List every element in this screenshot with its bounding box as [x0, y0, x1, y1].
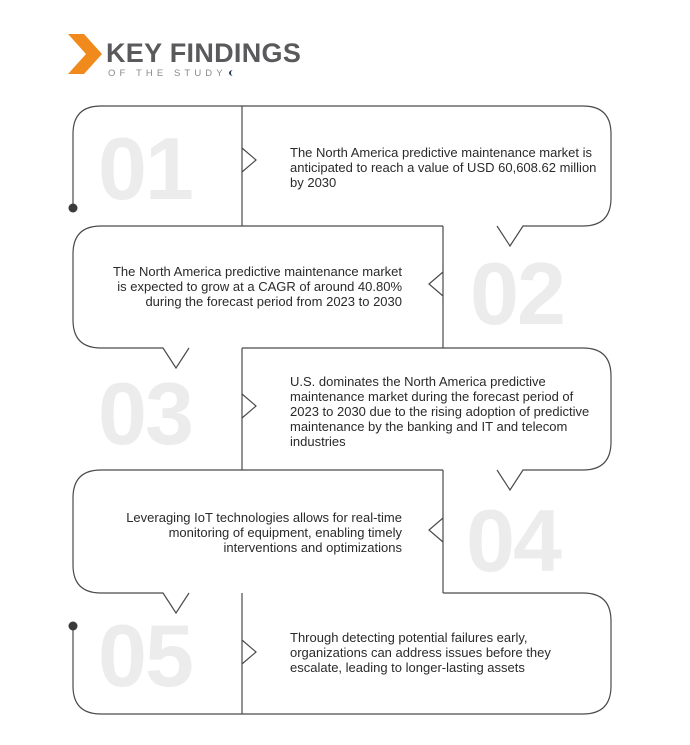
finding-number: 05: [98, 606, 192, 705]
finding-text: U.S. dominates the North America predictive maintenance market during the forecast period of 2023 to 2030 due to the rising adoption of predictive maintenance by the banking and IT and telecom industries: [290, 374, 590, 449]
finding-text: The North America predictive maintenance market is expected to grow at a CAGR of around 40.80% during the forecast period from 2023 to 2030: [112, 264, 402, 309]
finding-text: The North America predictive maintenance market is anticipated to reach a value of USD 60,608.62 million by 2030: [290, 145, 597, 190]
page-title: KEY FINDINGS: [106, 38, 302, 68]
finding-text: Leveraging IoT technologies allows for real-time monitoring of equipment, enabling timely interventions and optimizations: [126, 510, 402, 555]
page-subtitle: OF THE STUDY: [108, 68, 237, 79]
finding-text: Through detecting potential failures early, organizations can address issues before they escalate, leading to longer-lasting assets: [290, 630, 551, 675]
finding-number: 01: [98, 119, 192, 218]
finding-number: 03: [98, 364, 192, 463]
finding-number: 02: [470, 244, 564, 343]
finding-number: 04: [466, 491, 560, 590]
